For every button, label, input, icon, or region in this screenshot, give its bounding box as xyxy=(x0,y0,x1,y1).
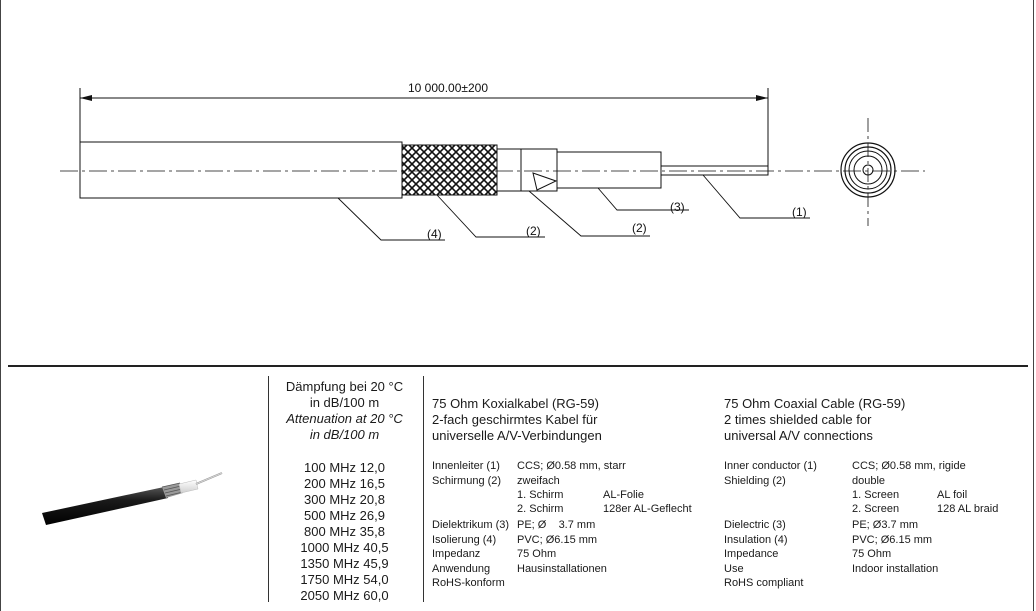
column-divider-left xyxy=(268,376,269,602)
attenuation-row: 800 MHz 35,8 xyxy=(304,524,385,539)
german-screen2-label: 2. Schirm xyxy=(517,503,564,515)
attenuation-row: 1750 MHz 54,0 xyxy=(300,572,389,587)
german-dielectric-label: Dielektrikum (3) xyxy=(432,519,510,531)
german-rohs: RoHS-konform xyxy=(432,577,505,589)
english-screen2-value: 128 AL braid xyxy=(937,503,999,515)
english-screen2-label: 2. Screen xyxy=(852,503,900,515)
english-use-label: Use xyxy=(724,563,744,575)
attenuation-row: 200 MHz 16,5 xyxy=(304,476,385,491)
attenuation-row: 1000 MHz 40,5 xyxy=(300,540,389,555)
english-subtitle-1: 2 times shielded cable for xyxy=(724,412,872,427)
attenuation-heading-de-2: in dB/100 m xyxy=(309,395,380,410)
english-subtitle-2: universal A/V connections xyxy=(724,428,873,443)
german-screen1-label: 1. Schirm xyxy=(517,489,564,501)
attenuation-row: 2050 MHz 60,0 xyxy=(300,588,389,603)
german-screen2-value: 128er AL-Geflecht xyxy=(603,503,692,515)
callout-3: (3) xyxy=(670,200,685,214)
german-shield-value: zweifach xyxy=(517,475,560,487)
german-impedance-label: Impedanz xyxy=(432,548,481,560)
inner-conductor xyxy=(661,166,768,175)
english-dielectric-value: PE; Ø3.7 mm xyxy=(852,519,919,531)
english-rohs: RoHS compliant xyxy=(724,577,804,589)
attenuation-row: 100 MHz 12,0 xyxy=(304,460,385,475)
attenuation-row: 500 MHz 26,9 xyxy=(304,508,385,523)
english-impedance-label: Impedance xyxy=(724,548,779,560)
german-impedance-value: 75 Ohm xyxy=(517,548,557,560)
german-insulation-value: PVC; Ø6.15 mm xyxy=(517,534,598,546)
german-subtitle-1: 2-fach geschirmtes Kabel für xyxy=(432,412,598,427)
german-screen1-value: AL-Folie xyxy=(603,489,644,501)
english-screen1-label: 1. Screen xyxy=(852,489,900,501)
cable-photo xyxy=(40,465,230,535)
english-use-value: Indoor installation xyxy=(852,563,939,575)
attenuation-heading-en-2: in dB/100 m xyxy=(309,427,380,442)
german-insulation-label: Isolierung (4) xyxy=(432,534,497,546)
german-use-label: Anwendung xyxy=(432,563,491,575)
english-insulation-label: Insulation (4) xyxy=(724,534,788,546)
callout-2-foil: (2) xyxy=(632,221,647,235)
english-impedance-value: 75 Ohm xyxy=(852,548,892,560)
english-screen1-value: AL foil xyxy=(937,489,968,501)
attenuation-heading-de-1: Dämpfung bei 20 °C xyxy=(285,379,404,394)
english-title: 75 Ohm Coaxial Cable (RG-59) xyxy=(724,396,906,411)
attenuation-heading-en-1: Attenuation at 20 °C xyxy=(286,411,403,426)
callout-2-braid: (2) xyxy=(526,224,541,238)
german-shield-label: Schirmung (2) xyxy=(432,475,502,487)
english-dielectric-label: Dielectric (3) xyxy=(724,519,786,531)
german-inner-value: CCS; Ø0.58 mm, starr xyxy=(517,460,626,472)
cable-drawing xyxy=(0,0,1036,300)
german-subtitle-2: universelle A/V-Verbindungen xyxy=(432,428,602,443)
callout-1: (1) xyxy=(792,205,807,219)
attenuation-row: 1350 MHz 45,9 xyxy=(300,556,389,571)
english-insulation-value: PVC; Ø6.15 mm xyxy=(852,534,933,546)
section-divider xyxy=(8,365,1028,367)
english-shield-value: double xyxy=(852,475,886,487)
cross-section xyxy=(841,118,895,226)
outer-jacket xyxy=(80,142,402,198)
german-title: 75 Ohm Koxialkabel (RG-59) xyxy=(432,396,599,411)
english-shield-label: Shielding (2) xyxy=(724,475,786,487)
german-dielectric-value: PE; Ø 3.7 mm xyxy=(517,519,596,531)
column-divider-right xyxy=(423,376,424,602)
german-use-value: Hausinstallationen xyxy=(517,563,607,575)
attenuation-row: 300 MHz 20,8 xyxy=(304,492,385,507)
braid-shield xyxy=(402,145,497,195)
german-inner-label: Innenleiter (1) xyxy=(432,460,500,472)
english-inner-value: CCS; Ø0.58 mm, rigide xyxy=(852,460,966,472)
dielectric xyxy=(557,152,661,188)
dimension-label: 10 000.00±200 xyxy=(408,81,488,95)
english-inner-label: Inner conductor (1) xyxy=(724,460,817,472)
callout-4: (4) xyxy=(427,227,442,241)
